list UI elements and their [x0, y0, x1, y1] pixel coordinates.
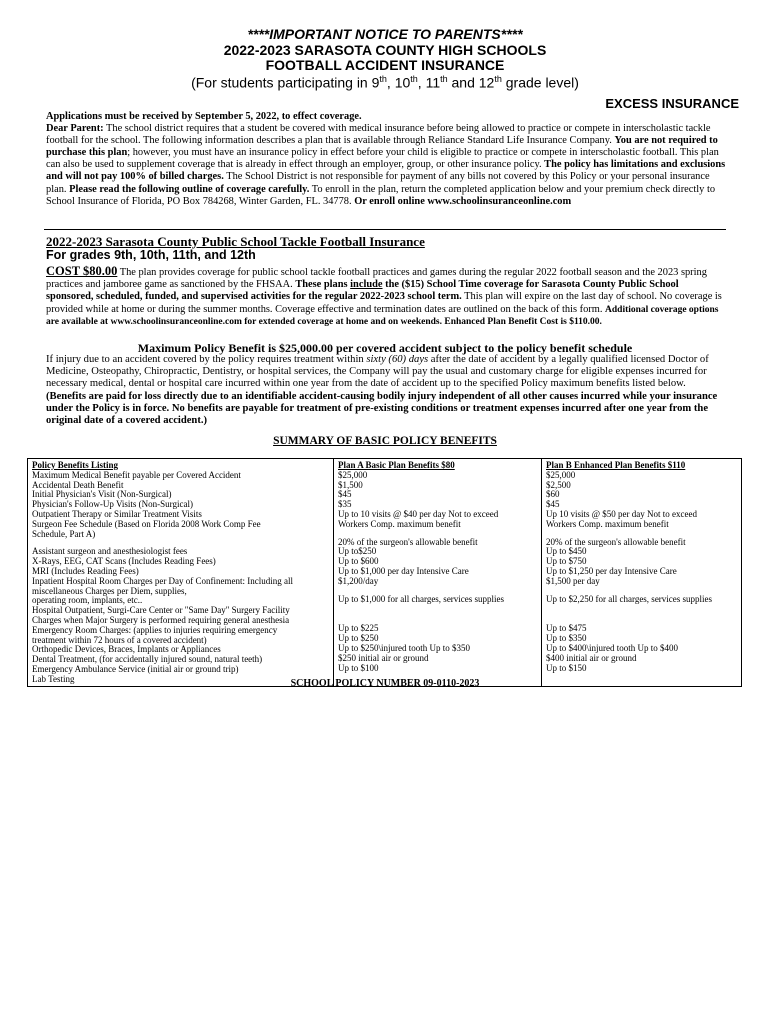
spacer	[338, 530, 538, 538]
list-item: X-Rays, EEG, CAT Scans (Includes Reading Fees)	[32, 557, 216, 567]
list-item: Emergency Ambulance Service (initial air or ground trip)	[32, 664, 239, 674]
list-item: Up to $250\injured tooth Up to $350	[338, 643, 470, 653]
list-item: 20% of the surgeon's allowable benefit	[546, 537, 686, 547]
intro-text: The School District is not responsible for payment of any bills not covered by this Policy or your personal insurance plan.	[46, 171, 710, 195]
list-item: Up to 10 visits @ $40 per day Not to exceed	[338, 509, 499, 519]
list-item: Up 10 visits @ $50 per day Not to exceed	[546, 509, 698, 519]
list-item: Up to $150	[546, 663, 587, 673]
list-item: Assistant surgeon and anesthesiologist fees	[32, 547, 188, 557]
title-line-insurance: FOOTBALL ACCIDENT INSURANCE	[265, 57, 505, 73]
list-item: $25,000	[546, 470, 576, 480]
list-item: $1,500	[338, 480, 363, 490]
intro-text: The school district requires that a student be covered with medical insurance before being allowed to practice or compete in interscholastic tackle football for the school. The following information describes a plan that is available through Reliance Standard Life Insurance Company.	[46, 123, 711, 147]
list-item: operating room, implants, etc..	[32, 596, 143, 606]
list-item: Up to $600	[338, 557, 379, 567]
spacer	[546, 587, 738, 595]
summary-title: SUMMARY OF BASIC POLICY BENEFITS	[273, 435, 497, 447]
list-item: Up to $100	[338, 663, 379, 673]
cost-paragraph	[46, 265, 726, 328]
list-item: treatment within 72 hours of a covered accident)	[32, 635, 207, 645]
spacer	[546, 530, 738, 538]
benefits-table	[27, 458, 742, 687]
intro-text: ; however, you must have an insurance policy in effect before your child is eligible to practice or compete in interscholastic football. This plan can also be used to supplement coverage that is already in effect through an employer, group, or other insurance policy.	[46, 147, 719, 171]
additional-options-text: Additional coverage options are available at www.schoolinsuranceonline.com for extended coverage at home and on weekends. Enhanced Plan Benefit Cost is $110.00.	[46, 304, 719, 327]
intro-bold: You are not required to purchase this plan	[46, 135, 718, 159]
excess-insurance-label: EXCESS INSURANCE	[605, 96, 739, 111]
list-item: Up to $350	[546, 634, 587, 644]
list-item: Hospital Outpatient, Surgi-Care Center or "Same Day" Surgery Facility	[32, 606, 290, 616]
list-item: Accidental Death Benefit	[32, 480, 124, 490]
list-item: $400 initial air or ground	[546, 653, 637, 663]
grade-text: (For students participating in 9	[191, 74, 380, 91]
max-benefit-paragraph	[46, 354, 726, 427]
deadline-text: Applications must be received by September 5, 2022, to effect coverage.	[46, 111, 362, 122]
list-item: $60	[546, 490, 560, 500]
list-item: $2,500	[546, 480, 571, 490]
list-item: Up to $1,250 per day Intensive Care	[546, 566, 677, 576]
list-item: Maximum Medical Benefit payable per Covered Accident	[32, 470, 241, 480]
list-item: miscellaneous Charges per Diem, supplies,	[32, 586, 187, 596]
grade-level-line	[0, 71, 770, 92]
intro-bold: Please read the following outline of coverage carefully.	[69, 183, 310, 195]
spacer	[546, 604, 738, 624]
notice-heading: ****IMPORTANT NOTICE TO PARENTS****	[247, 26, 523, 42]
list-item: Lab Testing	[32, 674, 75, 684]
dear-parent-label: Dear Parent:	[46, 123, 104, 135]
ordinal-sup: th	[410, 74, 418, 84]
list-item: $25,000	[338, 470, 368, 480]
enroll-online-text: Or enroll online www.schoolinsuranceonline.com	[354, 195, 572, 207]
list-item: Up to $2,250 for all charges, services supplies	[546, 594, 713, 604]
max-bold: (Benefits are paid for loss directly due to an identifiable accident-causing bodily injury independent of all other causes incurred while your insurance under the Policy is in force. No benefits are payable for treatment of pre-existing conditions or treatment expenses incurred after one year from the original date of a covered accident.)	[46, 390, 718, 427]
list-item: Up to $250	[338, 634, 379, 644]
grade-text: , 10	[386, 74, 411, 91]
list-item: Surgeon Fee Schedule (Based on Florida 2008 Work Comp Fee	[32, 519, 261, 529]
plan-b-column	[542, 459, 742, 687]
max-text: If injury due to an accident covered by the policy requires treatment within	[46, 354, 367, 365]
section-subtitle: For grades 9th, 10th, 11th, and 12th	[46, 248, 256, 262]
list-item: MRI (Includes Reading Fees)	[32, 566, 139, 576]
column-header: Plan B Enhanced Plan Benefits $110	[546, 460, 686, 470]
cost-bold-underline: include	[350, 279, 383, 291]
spacer	[32, 539, 330, 547]
list-item: Up to $750	[546, 557, 587, 567]
list-item: Up to$250	[338, 547, 377, 557]
title-line-schools: 2022-2023 SARASOTA COUNTY HIGH SCHOOLS	[223, 42, 547, 58]
cost-bold: the ($15) School Time coverage for Sarasota County Public School sponsored, scheduled, funded, and supervised activities for the regular 2022-2023 school term.	[46, 279, 679, 303]
list-item: Outpatient Therapy or Similar Treatment Visits	[32, 509, 202, 519]
max-benefit-title: Maximum Policy Benefit is $25,000.00 per covered accident subject to the policy benefit schedule	[137, 341, 633, 355]
list-item: $1,200/day	[338, 576, 379, 586]
list-item: $250 initial air or ground	[338, 653, 429, 663]
grade-text: grade level)	[501, 74, 579, 91]
divider	[44, 229, 726, 230]
plan-a-column	[334, 459, 542, 687]
list-item: Up to $475	[546, 624, 587, 634]
intro-bold: The policy has limitations and exclusions and will not pay 100% of billed charges.	[46, 159, 726, 183]
list-item: $45	[546, 500, 560, 510]
list-item: Up to $450	[546, 547, 587, 557]
list-item: Workers Comp. maximum benefit	[338, 519, 461, 529]
grade-text: and 12	[447, 74, 495, 91]
list-item: Charges when Major Surgery is performed requiring general anesthesia	[32, 615, 290, 625]
list-item: $35	[338, 500, 352, 510]
cost-bold: These plans	[295, 279, 351, 291]
list-item: Workers Comp. maximum benefit	[546, 519, 669, 529]
max-text: after the date of accident by a legally qualified licensed Doctor of Medicine, Osteopathy, Chiropractic, Dentistry, or hospital services, the Company will pay the usual and customary charge for eligible expenses incurred for necessary medical, dental or hospital care incurred within one year from the date of accident up to the specified Policy maximum benefits listed below.	[46, 354, 709, 390]
list-item: Up to $1,000 per day Intensive Care	[338, 566, 469, 576]
table-row	[28, 459, 742, 687]
list-item: Up to $1,000 for all charges, services supplies	[338, 594, 505, 604]
list-item: $45	[338, 490, 352, 500]
spacer	[338, 587, 538, 595]
list-item: Inpatient Hospital Room Charges per Day of Confinement: Including all	[32, 576, 294, 586]
list-item: Emergency Room Charges: (applies to injuries requiring emergency	[32, 625, 278, 635]
section-title: 2022-2023 Sarasota County Public School Tackle Football Insurance	[46, 234, 425, 249]
policy-number: SCHOOL POLICY NUMBER 09-0110-2023	[290, 678, 480, 689]
list-item: Initial Physician's Visit (Non-Surgical)	[32, 490, 172, 500]
list-item: Schedule, Part A)	[32, 529, 96, 539]
spacer	[338, 604, 538, 624]
list-item: Orthopedic Devices, Braces, Implants or Appliances	[32, 645, 221, 655]
list-item: 20% of the surgeon's allowable benefit	[338, 537, 478, 547]
list-item: Up to $225	[338, 624, 379, 634]
list-item: $1,500 per day	[546, 576, 600, 586]
column-header: Plan A Basic Plan Benefits $80	[338, 460, 455, 470]
column-header: Policy Benefits Listing	[32, 460, 118, 470]
list-item: Physician's Follow-Up Visits (Non-Surgical)	[32, 500, 193, 510]
intro-paragraph	[46, 111, 726, 208]
intro-text: To enroll in the plan, return the completed application below and your premium check directly to School Insurance of Florida, PO Box 784268, Winter Garden, FL. 34778.	[46, 183, 716, 207]
ordinal-sup: th	[440, 74, 448, 84]
cost-label: COST $80.00	[46, 264, 118, 278]
cost-text: The plan provides coverage for public school tackle football practices and games during the regular 2022 football season and the 2023 spring practices and jamboree game as sanctioned by the FHSAA.	[46, 267, 707, 291]
grade-text: , 11	[417, 74, 441, 91]
list-item: Up to $400\injured tooth Up to $400	[546, 643, 678, 653]
max-italic: sixty (60) days	[366, 354, 429, 365]
ordinal-sup: th	[379, 74, 387, 84]
cost-text: This plan will expire on the last day of school. No coverage is provided while at home or during the summer months. Coverage effective and termination dates are outlined on the back of this form.	[46, 291, 722, 315]
list-item: Dental Treatment, (for accidentally injured sound, natural teeth)	[32, 655, 263, 665]
ordinal-sup: th	[494, 74, 502, 84]
policy-benefits-column	[28, 459, 334, 687]
